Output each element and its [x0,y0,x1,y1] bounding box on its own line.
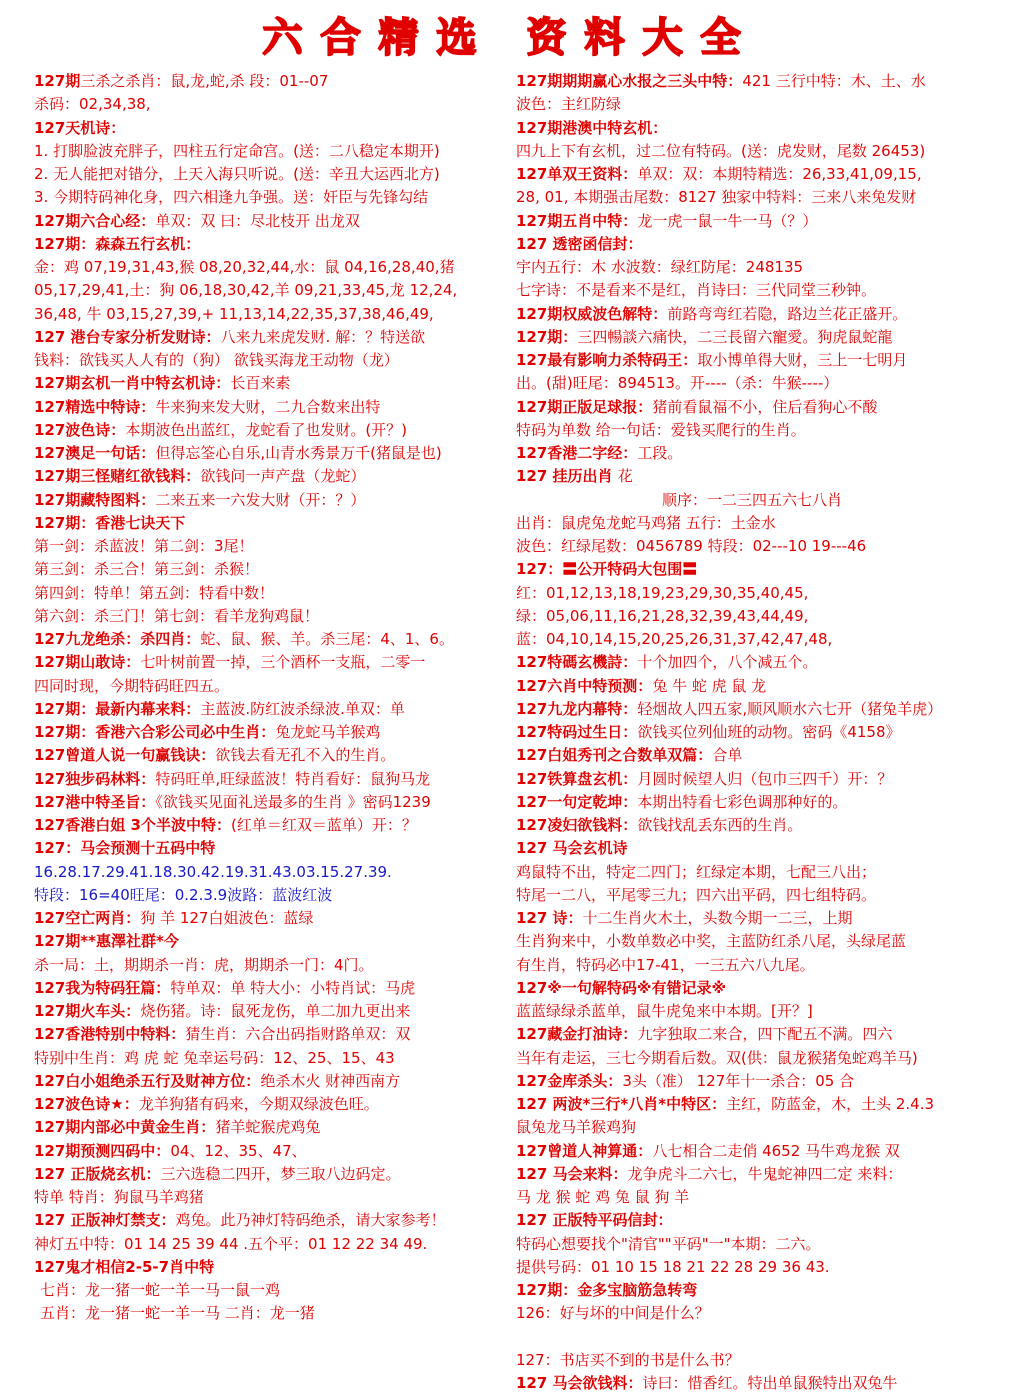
line-heading: 127期： [516,327,578,346]
left-line [34,233,506,256]
left-line [34,1070,506,1093]
right-line [516,977,988,1000]
line-heading: 127港中特圣旨： [34,792,156,811]
line-heading: 127波色诗★： [34,1095,139,1113]
line-heading: 127香港白姐 3个半波中特： [34,816,231,834]
line-heading: 127特码过生日： [516,723,638,741]
line-text: 十个加四个，八个减五个。 [637,653,818,672]
line-heading: 127期：香港七诀天下 [34,513,186,532]
left-line [34,1186,506,1209]
right-line [516,605,988,628]
left-line [34,768,506,791]
line-text: 16.28.17.29.41.18.30.42.19.31.43.03.15.27.39. [34,862,392,881]
line-text: 04、12、35、47、 [170,1141,307,1160]
right-line [516,465,988,488]
right-line [516,303,988,326]
line-text: 合单 [712,746,743,765]
line-text: 欲钱问一声产盘（龙蛇） [200,467,366,486]
left-line [34,954,506,977]
right-line [516,93,988,116]
right-line [516,1116,988,1139]
left-line [34,675,506,698]
line-heading: 127天机诗： [34,118,126,137]
line-text: 前路弯弯红若隐，路边兰花正盛开。 [667,304,908,323]
line-text: 七叶树前置一掉，三个酒杯一支瓶，二零一 [140,653,426,672]
line-text: 特码心想要找个"清官""平码"一"本期：二六。 [516,1234,821,1253]
right-line [516,442,988,465]
right-line [516,210,988,233]
right-line [516,117,988,140]
line-text: 主蓝波.防红波杀绿波.单双：单 [200,699,405,718]
left-line [34,1163,506,1186]
line-heading: 127 正版特平码信封： [516,1211,673,1230]
line-text: 绿：05,06,11,16,21,28,32,39,43,44,49, [516,606,809,625]
line-text: 单双：双：本期特精选：26,33,41,09,15, [637,165,922,183]
line-text: 第一剑：杀蓝波！第二剑：3尾！ [34,537,254,555]
left-line [34,349,506,372]
right-line [516,140,988,163]
line-text: 特别中生肖：鸡 虎 蛇 兔幸运号码：12、25、15、43 [34,1048,395,1067]
line-heading: 127澳足一句话： [34,444,156,462]
left-line [34,1209,506,1232]
left-line [34,163,506,186]
line-heading: 127期三怪赌红欲钱料： [34,467,201,486]
left-line [34,1000,506,1023]
line-heading: 127九龙内幕特： [516,699,638,718]
line-heading: 127曾道人说一句赢钱诀： [34,746,216,765]
line-text: 取小博单得大财，三上一七明月 [697,351,908,369]
line-text: 长百来素 [230,374,291,393]
line-text: 猪羊蛇猴虎鸡兔 [215,1118,321,1137]
left-line [34,442,506,465]
line-heading: 127 马会玄机诗 [516,839,628,858]
line-text: 提供号码：01 10 15 18 21 22 28 29 36 43. [516,1257,830,1276]
line-text: 欲钱找乱丢东西的生肖。 [637,816,803,834]
line-text: 龙羊狗猪有码来，今期双绿波色旺。 [138,1095,379,1113]
right-line [516,791,988,814]
line-heading: 127独步码林料： [34,769,156,788]
line-heading: 127期：金多宝脑筋急转弯 [516,1281,698,1299]
line-text: 猜生肖：六合出码指财路单双：双 [185,1025,411,1044]
line-heading: 127 马会欲钱料： [516,1374,643,1392]
right-line [516,558,988,581]
line-heading: 127期：香港六合彩公司必中生肖： [34,723,276,741]
line-text: 但得忘筌心自乐,山青水秀景万千(猪鼠是也) [155,444,442,462]
right-line [516,1256,988,1279]
line-text: 特单 特肖：狗鼠马羊鸡猪 [34,1188,204,1206]
line-text: 杀一局：土，期期杀一肖：虎，期期杀一门：4门。 [34,955,374,974]
line-text: 本期出特看七彩色调那种好的。 [637,792,848,811]
line-heading: 127精选中特诗： [34,397,156,416]
line-text: 金：鸡 07,19,31,43,猴 08,20,32,44,水：鼠 04,16,28,40,猪 [34,258,455,276]
left-line [34,535,506,558]
right-line [516,535,988,558]
right-line [516,907,988,930]
right-line [516,744,988,767]
right-line [516,1140,988,1163]
line-heading: 127最有影响力杀特码王： [516,351,698,369]
left-line [34,70,506,93]
line-text: 七字诗：不是看来不是红，肖诗曰：三代同堂三秒钟。 [516,281,877,300]
right-line [516,419,988,442]
line-text: 龙一虎一鼠一牛一马（？） [637,211,818,230]
line-text: 当年有走运，三七今期看后数。双(供：鼠龙猴猪兔蛇鸡羊马) [516,1048,918,1067]
line-heading: 127金库杀头： [516,1071,623,1090]
left-line [34,186,506,209]
line-text: 三杀之杀肖：鼠,龙,蛇,杀 段：01--07 [80,72,329,90]
line-heading: 127期六合心经： [34,211,156,230]
right-line [516,1047,988,1070]
line-text: 工段。 [637,444,683,462]
line-text: 3头（准） 127年十一杀合：05 合 [622,1071,855,1090]
line-heading: 127香港二字经： [516,444,638,462]
right-line [516,1302,988,1325]
line-heading: 127一句定乾坤： [516,792,638,811]
line-text: 杀码：02,34,38, [34,95,151,114]
line-text: 顺序：一二三四五六七八肖 [661,490,842,509]
line-heading: 127期：森森五行玄机： [34,234,201,253]
line-text: 126：好与坏的中间是什么？ [516,1304,710,1323]
right-line [516,372,988,395]
right-line [516,721,988,744]
line-text: 三四暢談六痛快，二三長留六寵愛。狗虎鼠蛇龍 [577,327,893,346]
line-text: 轻烟故人四五家,顺风顺水六七开（猪兔羊虎） [637,699,943,718]
left-line [34,419,506,442]
right-line [516,1349,988,1372]
left-line [34,628,506,651]
line-text: 神灯五中特：01 14 25 39 44 .五个平：01 12 22 34 49. [34,1234,428,1253]
left-column [34,70,506,1326]
line-heading: 127 马会来料： [516,1164,628,1183]
line-heading: 127期正版足球报： [516,397,653,416]
line-text: 36,48, 牛 03,15,27,39,+ 11,13,14,22,35,37,38,46,49, [34,304,434,323]
line-text: 九字独取二来合，四下配五不满。四六 [637,1025,893,1044]
left-line [34,698,506,721]
line-text: 第四剑：特单！第五剑：特看中数！ [34,583,275,602]
left-line [34,1093,506,1116]
line-text: 鸡兔。此乃神灯特码绝杀，请大家参考！ [175,1211,446,1230]
left-line [34,489,506,512]
left-line [34,303,506,326]
left-line [34,1233,506,1256]
line-heading: 127※一句解特码※有错记录※ [516,978,727,997]
right-line [516,233,988,256]
line-heading: 127期藏特图料： [34,490,156,509]
line-text: 特尾一二八，平尾零三九；四六出平码，四七组特码。 [516,885,877,904]
line-text: 蓝：04,10,14,15,20,25,26,31,37,42,47,48, [516,630,833,648]
left-line [34,977,506,1000]
left-line [34,512,506,535]
left-line [34,907,506,930]
left-line [34,791,506,814]
line-text: 五肖：龙一猪一蛇一羊一马 二肖：龙一猪 [40,1304,315,1323]
line-text: 本期波色出蓝红，龙蛇看了也发财。(开？) [125,420,408,439]
line-heading: 127曾道人神算通： [516,1141,653,1160]
line-heading: 127香港特别中特料： [34,1025,186,1044]
left-line [34,814,506,837]
line-heading: 127我为特码狂篇： [34,978,171,997]
line-text: 诗曰：惜香红。特出单鼠猴特出双兔牛 [642,1374,898,1392]
right-line [516,1163,988,1186]
page-title: 六合精选 资料大全 [262,15,759,61]
right-line [516,814,988,837]
line-text: 出。(甜)旺尾：894513。开----（杀：牛猴----） [516,374,839,393]
right-line [516,954,988,977]
left-line [34,744,506,767]
line-text: 127：书店买不到的书是什么书？ [516,1350,740,1369]
line-text: 狗 羊 127白姐波色：蓝绿 [140,909,314,927]
line-heading: 127藏金打油诗： [516,1025,638,1044]
line-text: 蓝蓝绿绿杀蓝单，鼠牛虎兔来中本期。[开？] [516,1002,813,1020]
line-heading: 127九龙绝杀：杀四肖： [34,630,201,648]
left-line [34,1140,506,1163]
right-line [516,837,988,860]
line-text: 欲钱去看无孔不入的生肖。 [215,746,396,765]
line-text: 蛇、鼠、猴、羊。杀三尾：4、1、6。 [200,630,454,648]
line-text: 兔龙蛇马羊猴鸡 [275,723,381,741]
line-text: 八来九来虎发财. 解：？特送欲 [220,327,426,346]
left-line [34,558,506,581]
right-line [516,675,988,698]
line-heading: 127白小姐绝杀五行及财神方位： [34,1071,261,1090]
line-text: 龙争虎斗二六七，牛鬼蛇神四二定 来料： [627,1164,903,1183]
line-text: 28, 01, 本期强击尾数：8127 独家中特料：三来八来兔发财 [516,188,917,207]
right-line [516,1070,988,1093]
line-text: 特单双：单 特大小：小特肖试：马虎 [170,978,416,997]
right-line [516,1326,988,1349]
line-text: 四九上下有玄机，过二位有特码。(送：虎发财，尾数 26453) [516,141,926,160]
line-text: 主红，防蓝金，木，土头 2.4.3 [726,1095,935,1113]
left-line [34,582,506,605]
right-line [516,396,988,419]
line-heading: 127期港澳中特玄机： [516,118,668,137]
left-line [34,326,506,349]
line-heading: 127铁算盘玄机： [516,769,638,788]
left-line [34,210,506,233]
right-line [516,279,988,302]
line-heading: 127期火车头： [34,1002,141,1020]
right-line [516,489,988,512]
line-text: 单双：双 曰：尽北枝开 出龙双 [155,211,360,230]
left-line [34,721,506,744]
line-heading: 127波色诗： [34,420,126,439]
line-text: 第六剑：杀三门！第七剑：看羊龙狗鸡鼠！ [34,606,320,625]
left-line [34,605,506,628]
right-line [516,768,988,791]
line-text: 牛来狗来发大财，二九合数来出特 [155,397,381,416]
left-line [34,140,506,163]
line-text: 3. 今期特码神化身，四六相逢九争强。送：奸臣与先锋勾结 [34,188,429,207]
left-line [34,1116,506,1139]
line-heading: 127鬼才相信2-5-7肖中特 [34,1257,215,1276]
left-line [34,1302,506,1325]
line-heading: 127 两波*三行*八肖*中特区： [516,1095,727,1113]
line-text: 红：01,12,13,18,19,23,29,30,35,40,45, [516,583,809,602]
line-text: 绝杀木火 财神西南方 [260,1071,401,1090]
right-line [516,582,988,605]
left-line [34,1279,506,1302]
left-line [34,930,506,953]
left-line [34,884,506,907]
line-heading: 127期：最新内幕来料： [34,699,201,718]
right-line [516,1093,988,1116]
line-heading: 127六肖中特预测： [516,676,653,695]
line-heading: 127 正版烧玄机： [34,1164,161,1183]
line-text: 421 三行中特：木、土、水 [742,72,926,90]
left-line [34,465,506,488]
right-line [516,186,988,209]
line-text: 生肖狗来中，小数单数必中奖，主蓝防红杀八尾，头绿尾蓝 [516,932,907,951]
right-line [516,326,988,349]
line-heading: 127期玄机一肖中特玄机诗： [34,374,231,393]
line-heading: 127：〓公开特码大包围〓 [516,560,698,579]
right-line [516,698,988,721]
right-line [516,1279,988,1302]
left-line [34,396,506,419]
line-heading: 127期权威波色解特： [516,304,668,323]
line-heading: 127 诗： [516,909,583,927]
line-text: 二来五来一六发大财（开：？） [155,490,366,509]
line-text: 烧伤猪。诗：鼠死龙伤，单二加九更出来 [140,1002,411,1020]
line-heading: 127空亡两肖： [34,909,141,927]
line-heading: 127特碼玄機詩： [516,653,638,672]
right-line [516,884,988,907]
right-line [516,256,988,279]
line-text: 马 龙 猴 蛇 鸡 兔 鼠 狗 羊 [516,1188,690,1206]
line-text: 鸡鼠特不出，特定二四门；红绿定本期，七配三八出； [516,862,877,881]
left-line [34,861,506,884]
right-line [516,861,988,884]
left-line [34,1047,506,1070]
right-line [516,1000,988,1023]
right-line [516,651,988,674]
line-text: 2. 无人能把对错分，上天入海只听说。(送：辛丑大运西北方) [34,165,440,183]
line-text: 鼠兔龙马羊猴鸡狗 [516,1118,637,1137]
line-text: 猪前看鼠福不小，住后看狗心不酸 [652,397,878,416]
right-line [516,628,988,651]
line-heading: 127凌妇欲钱料： [516,816,638,834]
line-heading: 127 港台专家分析发财诗： [34,327,221,346]
line-heading: 127 正版神灯禁支： [34,1211,176,1230]
line-heading: 127期**惠澤社群*今 [34,932,179,951]
line-text: 第三剑：杀三合！第三剑：杀猴！ [34,560,260,579]
line-text: 三六选稳二四开，梦三取八边码定。 [160,1164,401,1183]
line-heading: 127白姐秀刊之合数单双篇： [516,746,713,765]
line-text: 特码为单数 给一句话：爱钱买爬行的生肖。 [516,420,806,439]
left-line [34,1256,506,1279]
right-line [516,1186,988,1209]
right-line [516,163,988,186]
right-line [516,1209,988,1232]
line-heading: 127 挂历出肖 [516,467,618,486]
line-text: 兔 牛 蛇 虎 鼠 龙 [652,676,767,695]
left-line [34,256,506,279]
line-text: 八七相合二走俏 4652 马牛鸡龙猴 双 [652,1141,900,1160]
line-heading: 127期 [34,72,81,90]
line-text: 波色：红绿尾数：0456789 特段：02---10 19---46 [516,537,867,555]
left-line [34,372,506,395]
right-line [516,70,988,93]
line-heading: 127：马会预测十五码中特 [34,839,216,858]
line-text: 十二生肖火木土，头数今期一二三，上期 [582,909,853,927]
line-text: 花 [617,467,633,486]
line-text: 宇内五行：木 水波数：绿红防尾：248135 [516,258,804,276]
line-text: 出肖：鼠虎兔龙蛇马鸡猪 五行：土金水 [516,513,776,532]
left-line [34,651,506,674]
line-text: 七肖：龙一猪一蛇一羊一马一鼠一鸡 [40,1281,281,1299]
left-line [34,93,506,116]
line-text: 钱料：欲钱买人人有的（狗） 欲钱买海龙王动物（龙） [34,351,399,369]
line-heading: 127期预测四码中： [34,1141,171,1160]
line-text: 1. 打脚脸波充胖子，四柱五行定命宫。(送：二八稳定本期开) [34,141,440,160]
line-heading: 127 透密函信封： [516,234,643,253]
line-text: (红单＝红双＝蓝单）开：？ [230,816,417,834]
line-heading: 127期内部必中黄金生肖： [34,1118,216,1137]
line-text: 欲钱买位列仙班的动物。密码《4158》 [637,723,901,741]
right-line [516,1372,988,1395]
line-text: 有生肖，特码必中17-41，一三五六八九尾。 [516,955,815,974]
left-line [34,837,506,860]
line-heading: 127期山敢诗： [34,653,141,672]
right-line [516,1023,988,1046]
line-heading: 127单双王资料： [516,165,638,183]
line-text: 特段：16=40旺尾：0.2.3.9波路：蓝波红波 [34,885,333,904]
right-column [516,70,988,1395]
left-line [34,279,506,302]
left-line [34,117,506,140]
line-text: 特码旺单,旺绿蓝波！特肖看好：鼠狗马龙 [155,769,431,788]
line-text: 《欲钱买见面礼送最多的生肖 》密码1239 [155,792,431,811]
right-line [516,930,988,953]
line-heading: 127期五肖中特： [516,211,638,230]
left-line [34,1023,506,1046]
line-text: 05,17,29,41,土：狗 06,18,30,42,羊 09,21,33,45,龙 12,24, [34,281,458,300]
right-line [516,512,988,535]
line-text: 四同时现，今期特码旺四五。 [34,676,230,695]
right-line [516,1233,988,1256]
line-text: 波色：主红防绿 [516,95,622,114]
line-text: 月圆时候望人归（包巾三四千）开：？ [637,769,893,788]
line-heading: 127期期期赢心水报之三头中特： [516,72,743,90]
right-line [516,349,988,372]
